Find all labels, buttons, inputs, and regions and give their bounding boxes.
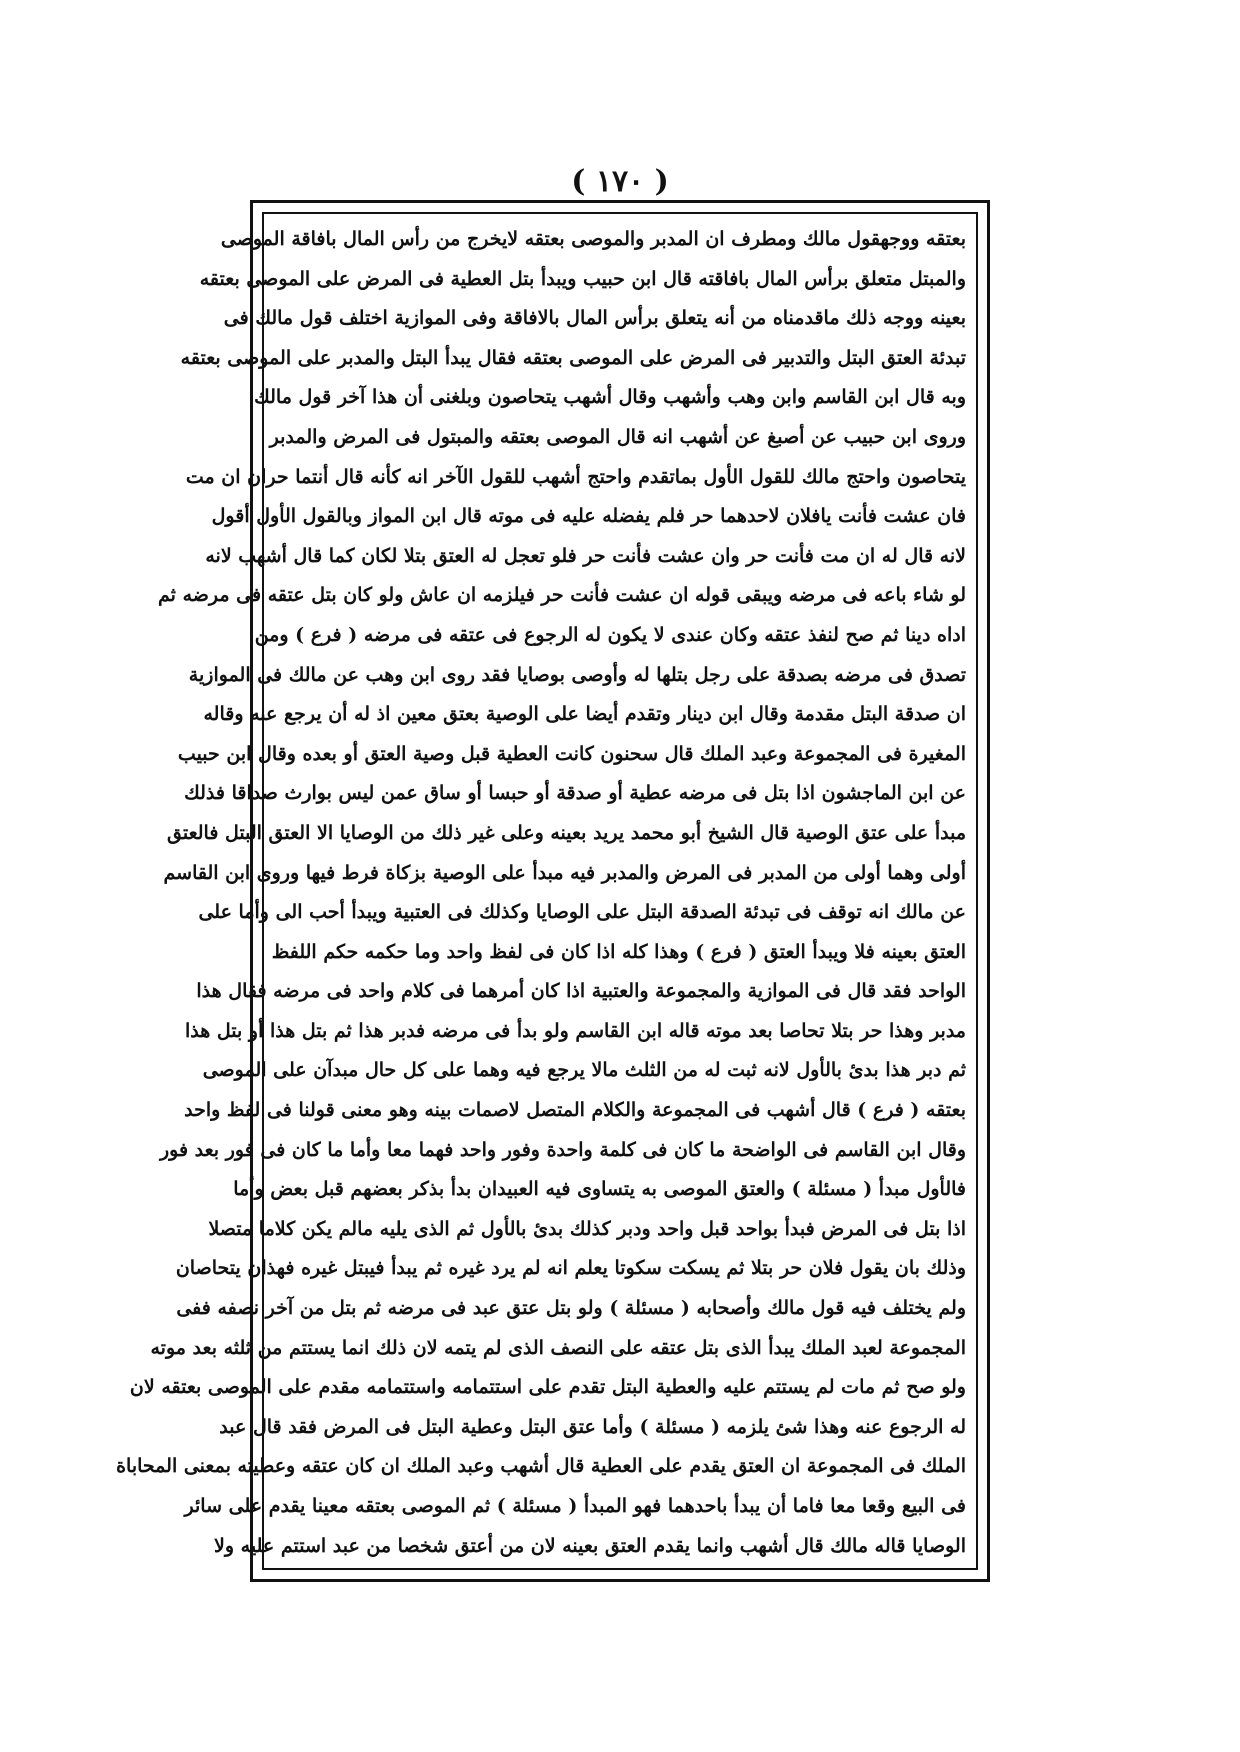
text-line: الملك فى المجموعة ان العتق يقدم على العطية قال أشهب وعبد الملك ان كان عتقه وعطيته بمعنى المحاباة	[116, 1455, 966, 1478]
text-line: فالأول مبدأ ( مسئلة ) والعتق الموصى به يتساوى فيه العبيدان بدأ بذكر بعضهم قبل بعض وأما	[233, 1178, 966, 1201]
text-line: ان صدقة البتل مقدمة وقال ابن دينار وتقدم أيضا على الوصية بعتق معين اذ له أن يرجع عنه وقاله	[203, 703, 966, 726]
text-line: وقال ابن القاسم فى الواضحة ما كان فى كلمة واحدة وفور واحد فهما معا وأما ما كان فى فور بعد فور	[159, 1138, 966, 1161]
text-line: وروى ابن حبيب عن أصبغ عن أشهب انه قال الموصى بعتقه والمبتول فى المرض والمدبر	[269, 425, 966, 448]
text-line: لو شاء باعه فى مرضه ويبقى قوله ان عشت فأنت حر فيلزمه ان عاش ولو كان بتل عتقه فى مرضه ثم	[158, 584, 966, 607]
text-line: مبدأ على عتق الوصية قال الشيخ أبو محمد يريد بعينه وعلى غير ذلك من الوصايا الا العتق البتل فالعتق	[167, 821, 966, 844]
text-line: له الرجوع عنه وهذا شئ يلزمه ( مسئلة ) وأما عتق البتل وعطية البتل فى المرض فقد قال عبد	[219, 1415, 966, 1438]
text-line: المجموعة لعبد الملك يبدأ الذى بتل عتقه على النصف الذى لم يتمه لان ذلك انما يستتم من ثلثه بعد موته	[150, 1336, 966, 1359]
text-line: الوصايا قاله مالك قال أشهب وانما يقدم العتق بعينه لان من أعتق شخصا من عبد استتم عليه ولا	[214, 1534, 966, 1557]
text-line: الواحد فقد قال فى الموازية والمجموعة والعتبية اذا كان أمرهما فى كلام واحد فى مرضه فقال هذا	[196, 980, 966, 1003]
text-line: وذلك بان يقول فلان حر بتلا ثم يسكت سكوتا يعلم انه لم يرد غيره ثم يبدأ فيبتل غيره فهذان يتحاصان	[175, 1257, 966, 1280]
text-line: ولم يختلف فيه قول مالك وأصحابه ( مسئلة ) ولو بتل عتق عبد فى مرضه ثم بتل من آخر نصفه ففى	[176, 1297, 966, 1320]
text-line: مدبر وهذا حر بتلا تحاصا بعد موته قاله ابن القاسم ولو بدأ فى مرضه فدبر هذا ثم بتل هذا أو بتل هذا	[184, 1019, 966, 1042]
text-line: بعتقه ووجهقول مالك ومطرف ان المدبر والموصى بعتقه لايخرج من رأس المال بافاقة الموصى	[220, 228, 966, 250]
text-line: تصدق فى مرضه بصدقة على رجل بتلها له وأوصى بوصايا فقد روى ابن وهب عن مالك فى الموازية	[188, 663, 966, 686]
text-line: أولى وهما أولى من المدبر فى المرض والمدبر فيه مبدأ على الوصية بزكاة فرط فيها وروى ابن القاسم	[163, 861, 966, 884]
text-line: اداه دينا ثم صح لنفذ عتقه وكان عندى لا يكون له الرجوع فى عتقه فى مرضه ( فرع ) ومن	[254, 623, 966, 646]
text-line: فى البيع وقعا معا فاما أن يبدأ باحدهما فهو المبدأ ( مسئلة ) ثم الموصى بعتقه معينا يقدم على سائر	[184, 1495, 966, 1517]
text-line: لانه قال له ان مت فأنت حر وان عشت فأنت حر فلو تعجل له العتق بتلا لكان كما قال أشهب لانه	[205, 544, 966, 567]
text-line: بعينه ووجه ذلك ماقدمناه من أنه يتعلق برأس المال بالافاقة وفى الموازية اختلف قول مالك فى	[223, 307, 966, 330]
text-line: بعتقه ( فرع ) قال أشهب فى المجموعة والكلام المتصل لاصمات بينه وهو معنى قولنا فى لفظ واحد	[184, 1099, 966, 1122]
text-block	[116, 220, 966, 1566]
text-line: يتحاصون واحتج مالك للقول الأول بماتقدم واحتج أشهب للقول الآخر انه كأنه قال أنتما حران ان مت	[185, 465, 966, 488]
text-line: العتق بعينه فلا ويبدأ العتق ( فرع ) وهذا كله اذا كان فى لفظ واحد وما حكمه حكم اللفظ	[271, 940, 966, 963]
text-line: تبدئة العتق البتل والتدبير فى المرض على الموصى بعتقه فقال يبدأ البتل والمدبر على الموصى بعتقه	[180, 346, 966, 369]
text-line: والمبتل متعلق برأس المال بافاقته قال ابن حبيب ويبدأ بتل العطية فى المرض على الموصى بعتقه	[199, 267, 966, 290]
text-line: عن مالك انه توقف فى تبدئة الصدقة البتل على الوصايا وكذلك فى العتبية ويبدأ أحب الى وأما على	[198, 901, 966, 924]
text-line: اذا بتل فى المرض فبدأ بواحد قبل واحد ودبر كذلك بدئ بالأول ثم الذى يليه مالم يكن كلاما متصلا	[208, 1217, 966, 1240]
text-line: المغيرة فى المجموعة وعبد الملك قال سحنون كانت العطية قبل وصية العتق أو بعده وقال ابن حبيب	[177, 742, 966, 765]
text-line: فان عشت فأنت يافلان لاحدهما حر فلم يفضله عليه فى موته قال ابن المواز وبالقول الأول أقول	[211, 505, 966, 528]
text-line: ثم دبر هذا بدئ بالأول لانه ثبت له من الثلث مالا يرجع فيه وهما على كل حال مبدآن على الموصى	[202, 1059, 966, 1082]
page-number: ( ١٧٠ )	[571, 164, 669, 199]
text-line: عن ابن الماجشون اذا بتل فى مرضه عطية أو صدقة أو حبسا أو ساق عمن ليس بوارث صداقا فذلك	[184, 782, 966, 805]
text-line: ولو صح ثم مات لم يستتم عليه والعطية البتل تقدم على استتمامه واستتمامه مقدم على الموصى بعتقه لان	[129, 1376, 966, 1399]
text-line: وبه قال ابن القاسم وابن وهب وأشهب وقال أشهب يتحاصون وبلغنى أن هذا آخر قول مالك	[254, 386, 966, 409]
